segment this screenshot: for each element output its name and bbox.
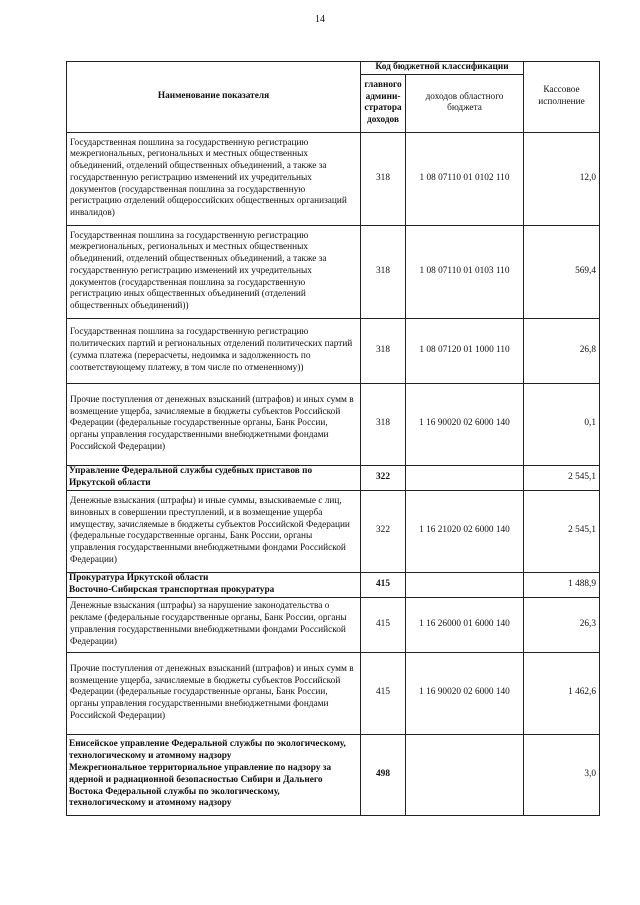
header-revenue-column: доходов областного бюджета [406,74,524,132]
table-row [67,465,600,490]
row-revenue-code-cell: 1 16 26000 01 6000 140 [406,597,524,652]
header-amount-column: Кассовое исполнение [524,62,600,133]
row-amount-cell: 26,8 [524,318,600,383]
row-amount-cell: 3,0 [524,734,600,815]
row-name-cell: Государственная пошлина за государственную регистрацию политических партий и региональных отделений политических партий (сумма платежа (перерасчеты, недоимка и задолженность по соответствующему платежу, в том числе по отмененному)) [67,318,361,383]
row-amount-cell: 26,3 [524,597,600,652]
row-name-cell: Денежные взыскания (штрафы) и иные суммы, взыскиваемые с лиц, виновных в совершении преступлений, и в возмещение ущерба имуществу, зачисляемые в бюджеты субъектов Российской Федерации (федеральные государственные органы, Банк России, органы управления государственными внебюджетными фондами Российской Федерации) [67,490,361,572]
row-revenue-code-cell: 1 08 07110 01 0102 110 [406,132,524,225]
row-admin-code-cell: 322 [361,490,406,572]
row-amount-cell: 569,4 [524,225,600,318]
table-row [67,490,600,572]
row-admin-code-cell: 318 [361,225,406,318]
row-revenue-code-cell: 1 16 21020 02 6000 140 [406,490,524,572]
table-row [67,572,600,597]
row-admin-code-cell: 318 [361,132,406,225]
row-amount-cell: 2 545,1 [524,465,600,490]
row-admin-code-cell: 415 [361,652,406,734]
row-name-cell: Прокуратура Иркутской области Восточно-Сибирская транспортная прокуратура [67,572,361,597]
page-number: 14 [315,14,325,25]
row-amount-cell: 2 545,1 [524,490,600,572]
row-name-cell: Денежные взыскания (штрафы) за нарушение законодательства о рекламе (федеральные государственные органы, Банк России, органы управления государственными внебюджетными фондами Российской Федерации) [67,597,361,652]
row-admin-code-cell: 498 [361,734,406,815]
table-row [67,383,600,465]
row-amount-cell: 0,1 [524,383,600,465]
row-admin-code-cell: 318 [361,318,406,383]
row-admin-code-cell: 318 [361,383,406,465]
row-name-cell: Государственная пошлина за государственную регистрацию межрегиональных, региональных и местных общественных объединений, отделений общественных объединений, а также за государственную регистрацию изменений их учредительных документов (государственная пошлина за государственную регистрацию отделений общероссийских общественных организаций инвалидов) [67,132,361,225]
row-admin-code-cell: 415 [361,597,406,652]
table-row [67,132,600,225]
row-revenue-code-cell: 1 16 90020 02 6000 140 [406,652,524,734]
row-amount-cell: 12,0 [524,132,600,225]
row-revenue-code-cell [406,572,524,597]
row-name-cell: Управление Федеральной службы судебных приставов по Иркутской области [67,465,361,490]
budget-table [66,61,600,816]
row-amount-cell: 1 488,9 [524,572,600,597]
row-amount-cell: 1 462,6 [524,652,600,734]
row-revenue-code-cell: 1 08 07120 01 1000 110 [406,318,524,383]
table-row [67,318,600,383]
table-row [67,597,600,652]
row-admin-code-cell: 415 [361,572,406,597]
row-revenue-code-cell [406,465,524,490]
row-name-cell: Прочие поступления от денежных взысканий (штрафов) и иных сумм в возмещение ущерба, зачисляемые в бюджеты субъектов Российской Федерации (федеральные государственные органы, Банк России, органы управления государственными внебюджетными фондами Российской Федерации) [67,652,361,734]
row-revenue-code-cell: 1 08 07110 01 0103 110 [406,225,524,318]
table-body [67,132,600,815]
header-name-column: Наименование показателя [67,62,361,133]
row-name-cell: Енисейское управление Федеральной службы по экологическому, технологическому и атомному надзору Межрегиональное территориальное управление по надзору за ядерной и радиационной безопасностью Сибири и Дальнего Востока Федеральной службы по экологическому, технологическому и атомному надзору [67,734,361,815]
row-name-cell: Государственная пошлина за государственную регистрацию межрегиональных, региональных и местных общественных объединений, отделений общественных объединений, а также за государственную регистрацию изменений их учредительных документов (государственная пошлина за государственную регистрацию иных общественных объединений (отделений общественных объединений)) [67,225,361,318]
table-row [67,734,600,815]
row-admin-code-cell: 322 [361,465,406,490]
header-admin-column: главного админи- стратора доходов [361,74,406,132]
header-code-group: Код бюджетной классификации [361,62,524,75]
table-row [67,225,600,318]
row-revenue-code-cell [406,734,524,815]
row-revenue-code-cell: 1 16 90020 02 6000 140 [406,383,524,465]
row-name-cell: Прочие поступления от денежных взысканий (штрафов) и иных сумм в возмещение ущерба, зачисляемые в бюджеты субъектов Российской Федерации (федеральные государственные органы, Банк России, органы управления государственными внебюджетными фондами Российской Федерации) [67,383,361,465]
table-row [67,652,600,734]
